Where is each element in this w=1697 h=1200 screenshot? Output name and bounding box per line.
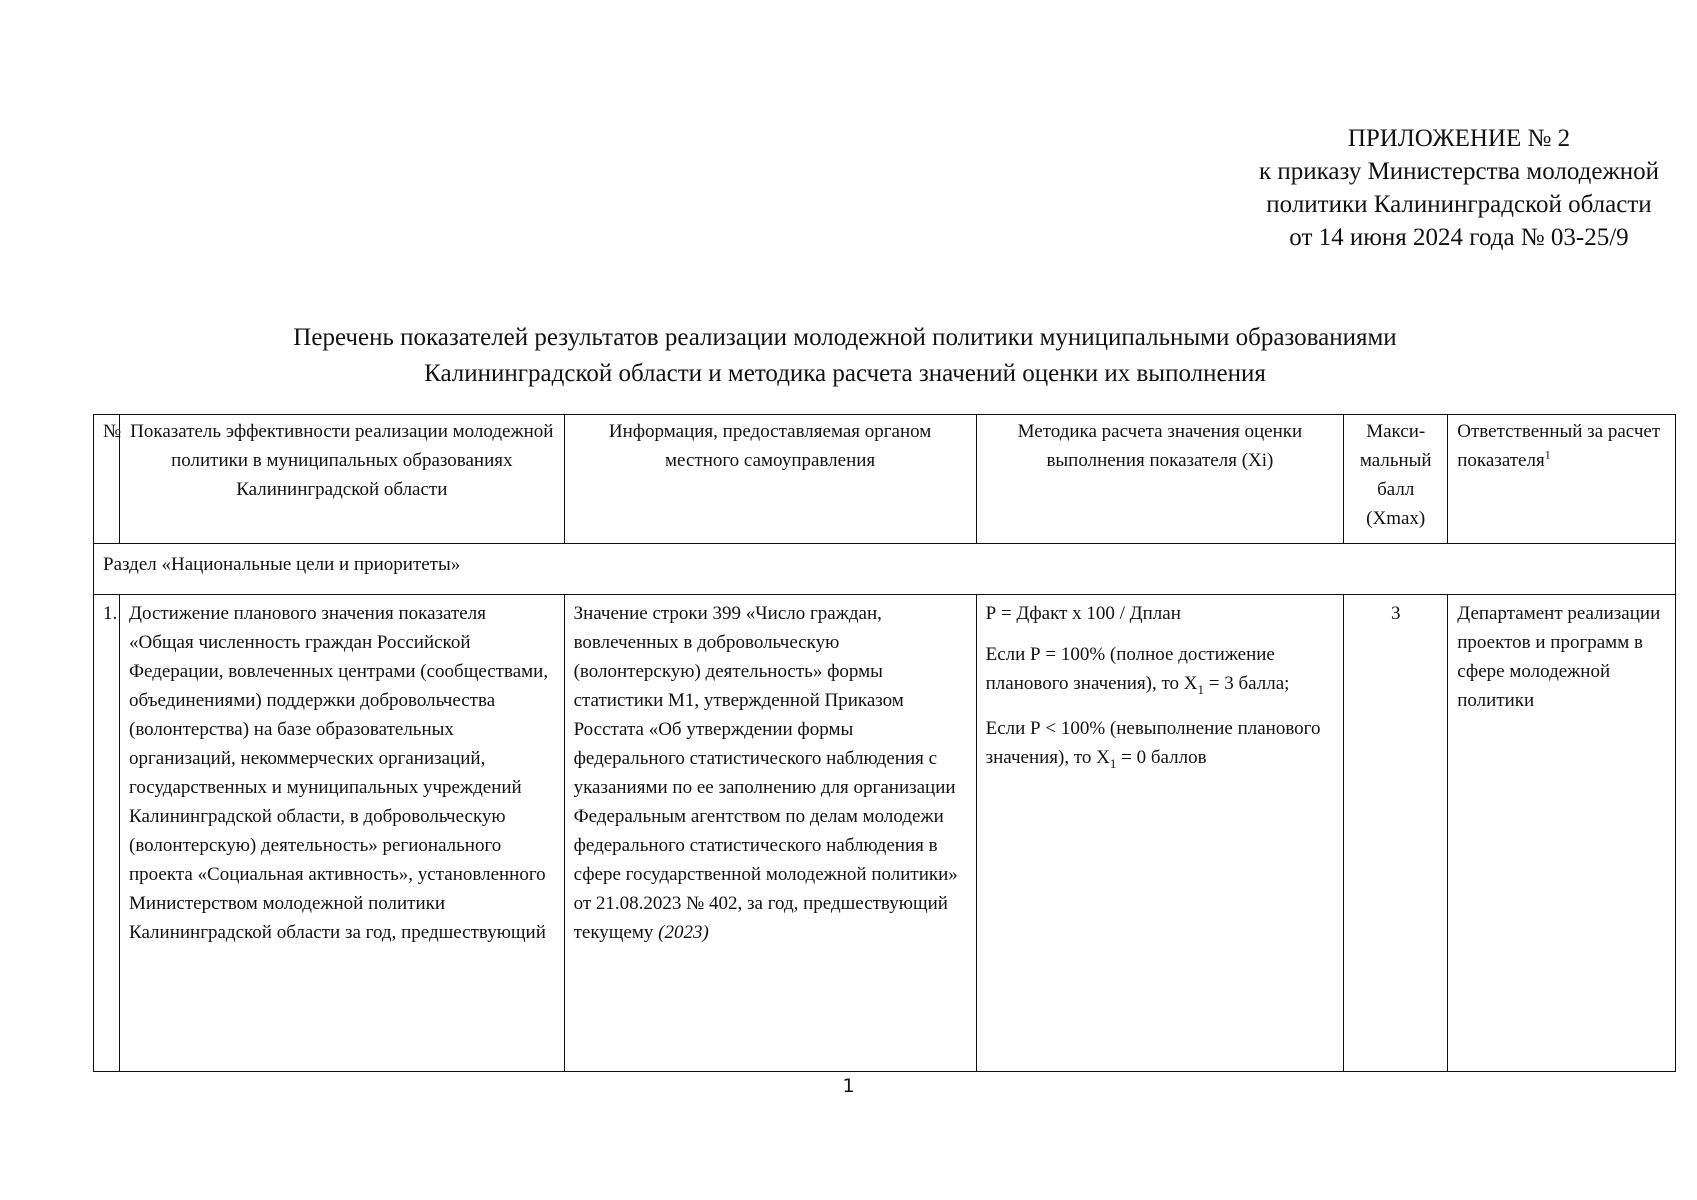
row-indicator: Достижение планового значения показателя «Общая численность граждан Российской Федерации, вовлеченных центрами (сообществами, объединениями) поддержки добровольчества (волонтерства) на базе образовательных организаций, некоммерческих организаций, государственных и муниципальных учреждений Калининградской области, в добровольческую (волонтерскую) деятельность» регионального проекта «Социальная активность», установленного Министерством молодежной политики Калининградской области за год, предшествующий xyxy=(120,595,565,1072)
header-method: Методика расчета значения оценки выполнения показателя (Xi) xyxy=(976,415,1344,544)
table-row xyxy=(94,595,1676,1072)
appendix-order-line: к приказу Министерства молодежной xyxy=(1258,158,1659,185)
appendix-header xyxy=(1259,122,1659,254)
appendix-date-line: от 14 июня 2024 года № 03-25/9 xyxy=(1289,224,1629,251)
title-line-2: Калининградской области и методика расчета значений оценки их выполнения xyxy=(424,360,1266,387)
method-case-partial xyxy=(986,714,1335,772)
page-number: 1 xyxy=(842,1075,855,1097)
row-info xyxy=(564,595,976,1072)
row-info-text: Значение строки 399 «Число граждан, вовлеченных в добровольческую (волонтерскую) деятельность» формы статистики М1, утвержденной Приказом Росстата «Об утверждении формы федерального статистического наблюдения с указаниями по ее заполнению для организации Федеральным агентством по делам молодежи федерального статистического наблюдения в сфере государственной молодежной политики» от 21.08.2023 № 402, за год, предшествующий текущему xyxy=(573,603,958,943)
method-formula: Р = Дфакт х 100 / Дплан xyxy=(985,603,1181,624)
appendix-number: ПРИЛОЖЕНИЕ № 2 xyxy=(1347,125,1571,152)
row-num: 1. xyxy=(94,595,120,1072)
method-case1-result: = 3 балла; xyxy=(1204,673,1290,694)
header-max-score: Макси-мальный балл (Xmax) xyxy=(1344,415,1448,544)
table-header-row xyxy=(94,415,1676,544)
appendix-ministry-line: политики Калининградской области xyxy=(1266,191,1652,218)
section-row xyxy=(94,544,1676,595)
row-info-year: (2023) xyxy=(658,922,709,943)
method-case1-sub: 1 xyxy=(1197,681,1205,697)
header-num: № xyxy=(94,415,120,544)
method-case2-result: = 0 баллов xyxy=(1116,747,1207,768)
method-case-full xyxy=(986,640,1335,698)
section-title: Раздел «Национальные цели и приоритеты» xyxy=(94,544,1676,595)
title-line-1: Перечень показателей результатов реализации молодежной политики муниципальными образованиями xyxy=(293,324,1397,351)
method-case2-text: Если Р < 100% (невыполнение планового значения), то Х xyxy=(985,718,1321,768)
header-responsible xyxy=(1448,415,1676,544)
header-info: Информация, предоставляемая органом местного самоуправления xyxy=(564,415,976,544)
header-responsible-text: Ответственный за расчет показателя xyxy=(1457,421,1661,471)
indicators-table xyxy=(93,414,1676,1072)
method-case1-text: Если Р = 100% (полное достижение планового значения), то Х xyxy=(985,644,1275,694)
header-indicator: Показатель эффективности реализации молодежной политики в муниципальных образованиях Калининградской области xyxy=(120,415,565,544)
row-method xyxy=(976,595,1344,1072)
method-case2-sub: 1 xyxy=(1109,755,1117,771)
document-title xyxy=(140,320,1550,392)
row-max-score: 3 xyxy=(1344,595,1448,1072)
row-responsible: Департамент реализации проектов и программ в сфере молодежной политики xyxy=(1448,595,1676,1072)
footnote-marker: 1 xyxy=(1544,447,1551,462)
